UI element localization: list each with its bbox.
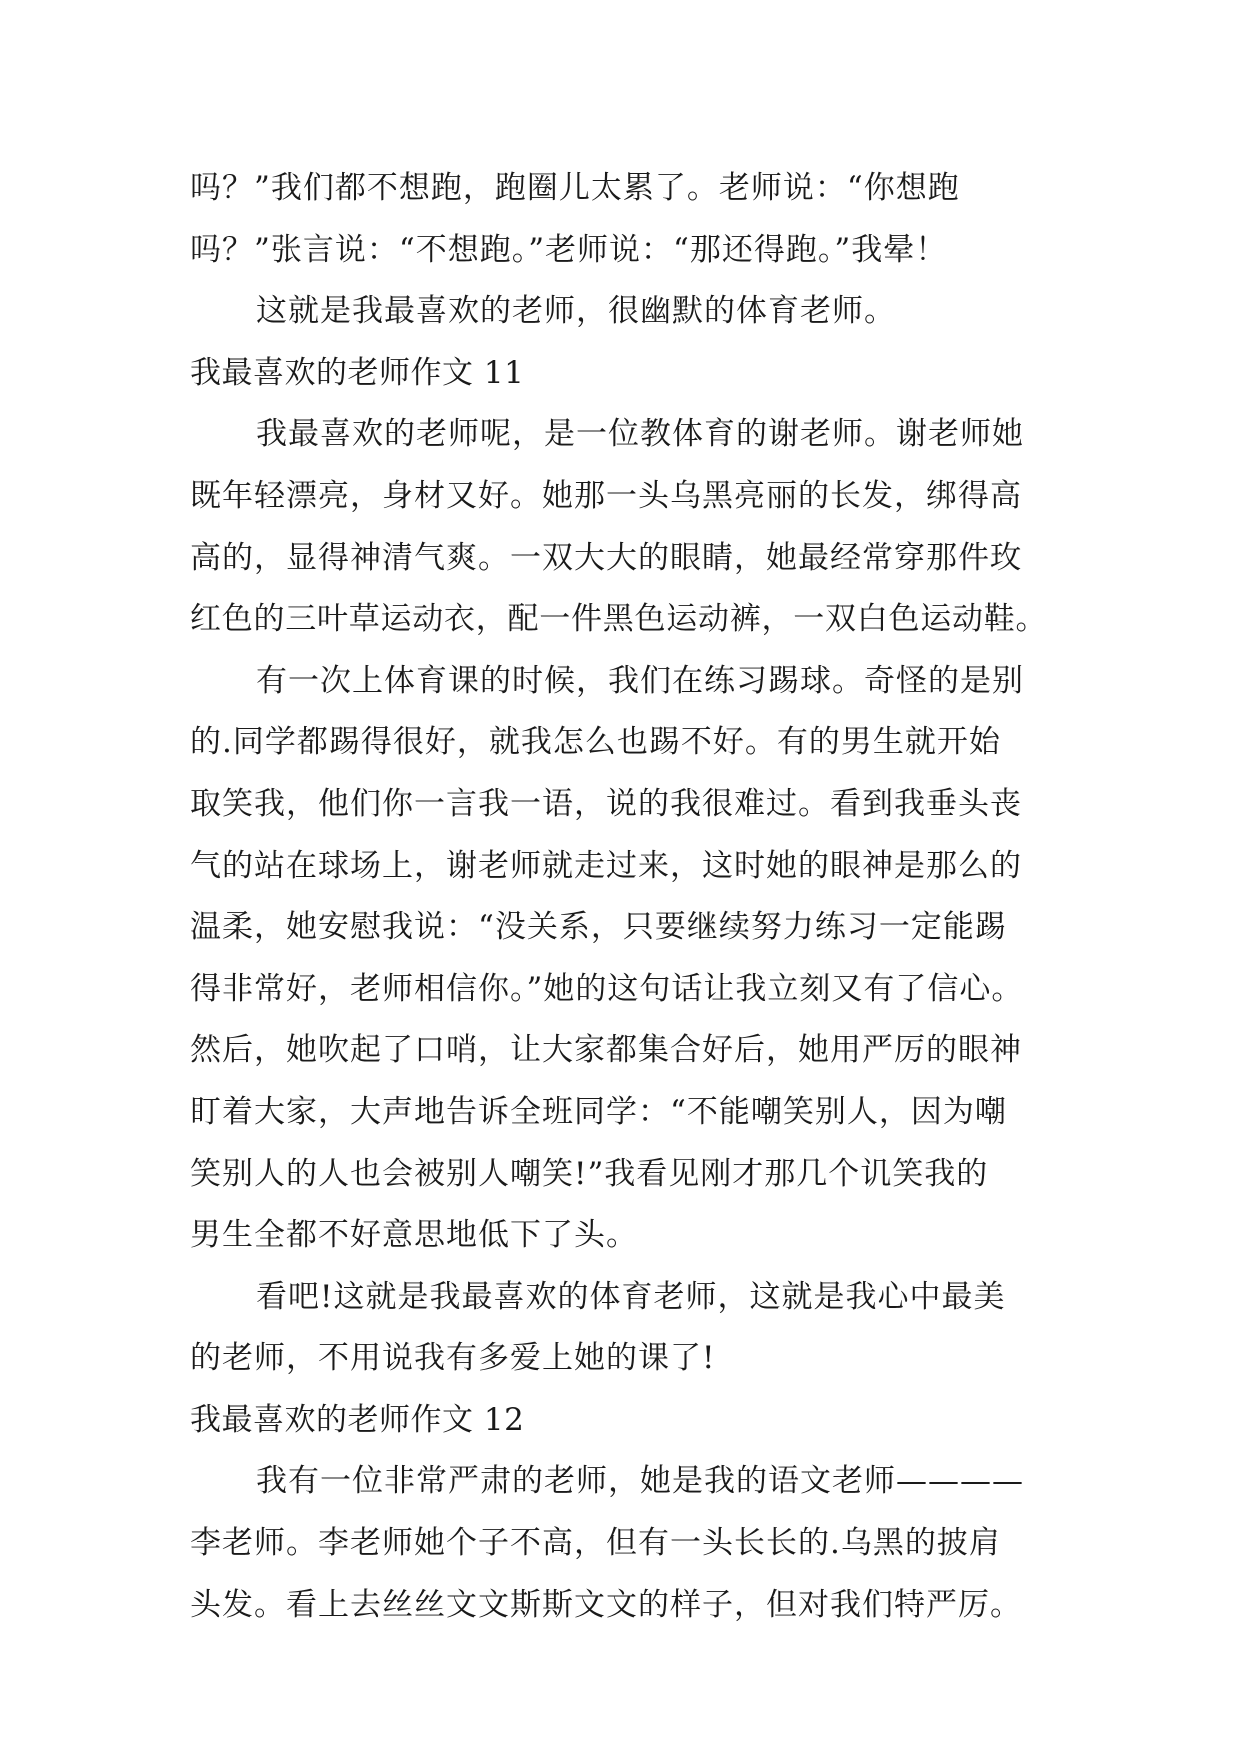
text-line: 头发。看上去丝丝文文斯斯文文的样子，但对我们特严厉。 [190, 1586, 1022, 1623]
text-line: 红色的三叶草运动衣，配一件黑色运动裤，一双白色运动鞋。 [190, 601, 1048, 638]
text-line: 取笑我，他们你一言我一语，说的我很难过。看到我垂头丧 [190, 785, 1022, 822]
text-line: 温柔，她安慰我说：“没关系，只要继续努力练习一定能踢 [190, 909, 1007, 946]
text-line: 吗？”张言说：“不想跑。”老师说：“那还得跑。”我晕！ [190, 231, 948, 268]
document-body [190, 158, 1050, 1636]
paragraph-start-line: 有一次上体育课的时候，我们在练习踢球。奇怪的是别 [256, 662, 1024, 699]
text-line: 的老师，不用说我有多爱上她的课了! [190, 1340, 716, 1377]
text-line: 得非常好，老师相信你。”她的这句话让我立刻又有了信心。 [190, 970, 1024, 1007]
section-heading: 我最喜欢的老师作文 11 [190, 354, 525, 391]
text-line: 既年轻漂亮，身材又好。她那一头乌黑亮丽的长发，绑得高 [190, 477, 1022, 514]
text-line: 的.同学都踢得很好，就我怎么也踢不好。有的男生就开始 [190, 724, 1001, 761]
paragraph-start-line: 看吧!这就是我最喜欢的体育老师，这就是我心中最美 [256, 1278, 1006, 1315]
paragraph-start-line: 这就是我最喜欢的老师，很幽默的体育老师。 [256, 293, 896, 330]
paragraph-start-line: 我有一位非常严肃的老师，她是我的语文老师———— [256, 1463, 1024, 1500]
text-line: 李老师。李老师她个子不高，但有一头长长的.乌黑的披肩 [190, 1525, 1001, 1562]
text-line: 笑别人的人也会被别人嘲笑!”我看见刚才那几个讥笑我的 [190, 1155, 989, 1192]
text-line: 高的，显得神清气爽。一双大大的眼睛，她最经常穿那件玫 [190, 539, 1022, 576]
text-line: 然后，她吹起了口哨，让大家都集合好后，她用严厉的眼神 [190, 1032, 1022, 1069]
text-line: 吗？”我们都不想跑，跑圈儿太累了。老师说：“你想跑 [190, 170, 960, 206]
text-line: 盯着大家，大声地告诉全班同学：“不能嘲笑别人，因为嘲 [190, 1093, 1007, 1130]
paragraph-start-line: 我最喜欢的老师呢，是一位教体育的谢老师。谢老师她 [256, 416, 1024, 453]
text-line: 男生全都不好意思地低下了头。 [190, 1217, 638, 1254]
text-line: 气的站在球场上，谢老师就走过来，这时她的眼神是那么的 [190, 847, 1022, 884]
section-heading: 我最喜欢的老师作文 12 [190, 1401, 525, 1438]
